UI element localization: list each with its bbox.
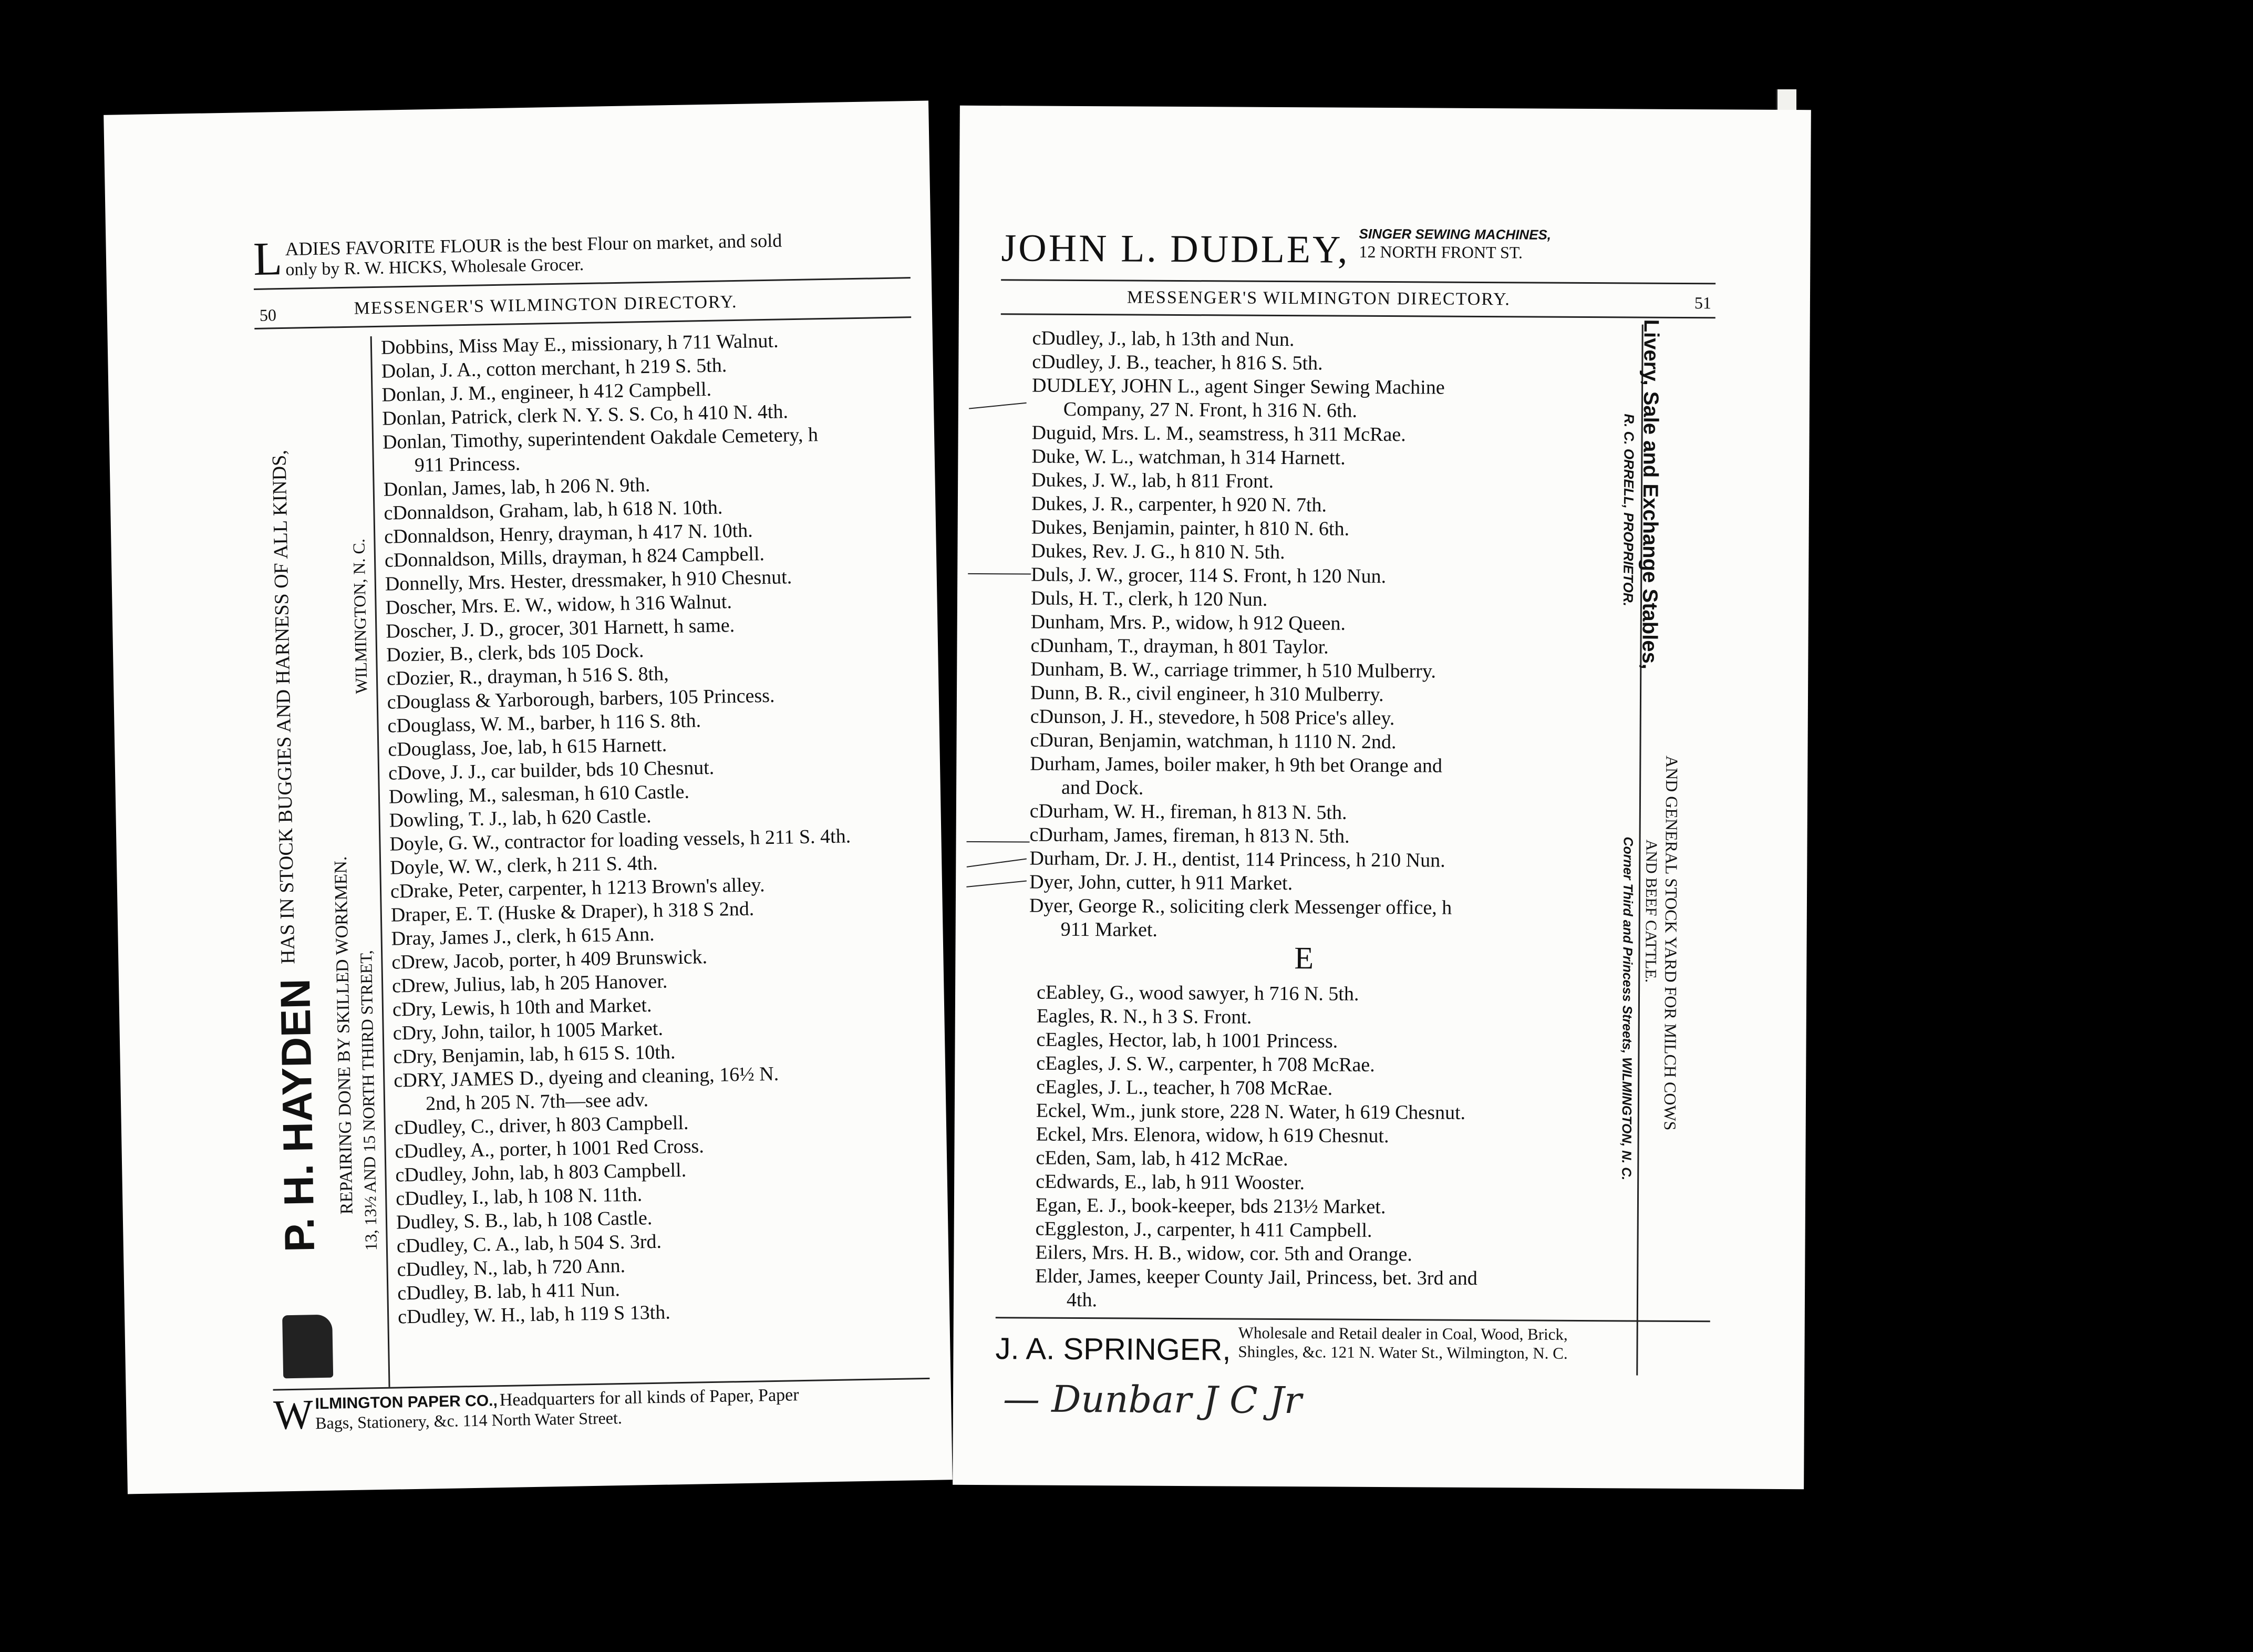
left-bottom-ad-line2: Bags, Stationery, &c. 114 North Water Street. [315,1408,623,1433]
margin-mark-dudley [969,402,1027,409]
carriage-icon [282,1315,333,1379]
directory-entry: Dozier, B., clerk, bds 105 Dock. [386,639,644,666]
directory-entry: cDuran, Benjamin, watchman, h 1110 N. 2nd. [1030,729,1397,753]
directory-entry: cDonnaldson, Graham, lab, h 618 N. 10th. [384,496,723,524]
directory-entry: Doscher, J. D., grocer, 301 Harnett, h same. [386,614,735,643]
directory-entry: 911 Princess. [414,452,521,477]
directory-entry: cDudley, C. A., lab, h 504 S. 3rd. [396,1230,662,1257]
directory-entry: cEagles, J. S. W., carpenter, h 708 McRae. [1036,1052,1375,1076]
directory-entry: Doyle, G. W., contractor for loading vessels, h 211 S. 4th. [389,825,851,855]
directory-entry: cEabley, G., wood sawyer, h 716 N. 5th. [1036,981,1359,1005]
directory-entry: Dukes, J. W., lab, h 811 Front. [1031,469,1274,492]
directory-entry: Dobbins, Miss May E., missionary, h 711 Walnut. [380,329,779,359]
margin-mark-dyer-2 [966,880,1027,887]
left-bottom-ad-initial: W [273,1391,314,1439]
directory-entry: Donlan, Patrick, clerk N. Y. S. S. Co, h 410 N. 4th. [382,400,789,430]
left-top-rule [254,277,911,290]
left-side-ad-3 [356,950,381,1251]
directory-entry: Dowling, M., salesman, h 610 Castle. [388,780,690,808]
directory-entry: cEagles, Hector, lab, h 1001 Princess. [1036,1028,1338,1052]
directory-entry: cDozier, R., drayman, h 516 S. 8th, [386,663,669,690]
left-bottom-ad [273,1383,936,1437]
right-page [953,106,1811,1489]
hayden-line4: WILMINGTON, N. C. [349,538,371,694]
margin-mark-duls [968,573,1031,575]
directory-entry: Eckel, Mrs. Elenora, widow, h 619 Chesnut. [1036,1123,1389,1148]
left-entries [381,327,934,1329]
directory-entry: Duguid, Mrs. L. M., seamstress, h 311 McRae. [1031,421,1406,446]
directory-entry: Eilers, Mrs. H. B., widow, cor. 5th and Orange. [1035,1241,1412,1266]
directory-entry: cDurham, James, fireman, h 813 N. 5th. [1029,823,1350,848]
directory-entry: cDudley, A., porter, h 1001 Red Cross. [395,1135,705,1163]
margin-mark-dyer-1 [967,858,1027,867]
left-side-ad-4 [349,539,371,694]
directory-entry: cDudley, J., lab, h 13th and Nun. [1032,327,1295,351]
right-running-head: MESSENGER'S WILMINGTON DIRECTORY. [1126,287,1511,309]
directory-entry: cDrake, Peter, carpenter, h 1213 Brown's alley. [390,874,765,903]
orrell-stock-yard: AND GENERAL STOCK YARD FOR MILCH COWS [1660,755,1682,1131]
right-page-number: 51 [1694,293,1712,313]
right-entries-d [1029,327,1652,945]
directory-entry: cDurham, W. H., fireman, h 813 N. 5th. [1029,800,1347,824]
directory-entry: Duls, H. T., clerk, h 120 Nun. [1030,587,1268,611]
directory-entry: cDunson, J. H., stevedore, h 508 Price's alley. [1030,705,1395,730]
directory-entry: cDudley, B. lab, h 411 Nun. [397,1278,621,1305]
left-bottom-ad-name: ILMINGTON PAPER CO., [315,1392,498,1413]
directory-entry: Donlan, J. M., engineer, h 412 Campbell. [381,378,712,406]
directory-entry: cDouglass, Joe, lab, h 615 Harnett. [388,734,667,761]
right-top-rule [1001,279,1715,284]
left-top-ad [253,227,910,285]
directory-entry: cDudley, J. B., teacher, h 816 S. 5th. [1032,350,1323,375]
directory-entry: cDunham, T., drayman, h 801 Taylor. [1030,634,1329,658]
directory-entry: DUDLEY, JOHN L., agent Singer Sewing Machine [1031,374,1445,399]
springer-name: J. A. SPRINGER, [995,1331,1231,1367]
orrell-line1 [1637,319,1662,669]
directory-entry: cDry, John, tailor, h 1005 Market. [392,1017,664,1045]
directory-entry: 4th. [1066,1288,1098,1312]
dudley-line2: 12 NORTH FRONT ST. [1359,242,1523,262]
directory-entry: cDudley, N., lab, h 720 Ann. [397,1254,626,1281]
directory-entry: Company, 27 N. Front, h 316 N. 6th. [1063,398,1358,422]
directory-entry: cDrew, Jacob, porter, h 409 Brunswick. [391,946,708,974]
left-top-ad-line2: only by R. W. HICKS, Wholesale Grocer. [285,254,584,280]
directory-entry: cDouglass & Yarborough, barbers, 105 Princess. [387,684,775,714]
directory-entry: cEggleston, J., carpenter, h 411 Campbell. [1035,1217,1372,1242]
springer-line1: Wholesale and Retail dealer in Coal, Wood, Brick, [1238,1323,1568,1344]
orrell-address: Corner Third and Princess Streets, WILMINGTON, N. C. [1619,837,1636,1181]
directory-entry: Eagles, R. N., h 3 S. Front. [1036,1005,1252,1028]
left-top-ad-initial: L [253,233,283,285]
directory-entry: cDry, Lewis, h 10th and Market. [392,994,652,1021]
directory-entry: Duke, W. L., watchman, h 314 Harnett. [1031,445,1346,469]
right-bottom-ad [995,1322,1720,1370]
directory-entry: Donnelly, Mrs. Hester, dressmaker, h 910 Chesnut. [385,566,792,595]
orrell-line5 [1618,837,1635,1180]
directory-entry: cDRY, JAMES D., dyeing and cleaning, 16½ N. [394,1062,779,1092]
directory-entry: Egan, E. J., book-keeper, bds 213½ Market. [1035,1194,1386,1219]
hayden-line3: 13, 13½ AND 15 NORTH THIRD STREET, [356,950,381,1251]
directory-entry: cEagles, J. L., teacher, h 708 McRae. [1036,1076,1333,1100]
directory-entry: Duls, J. W., grocer, 114 S. Front, h 120 Nun. [1031,563,1387,588]
margin-mark-durham [967,841,1030,843]
hayden-line1: HAS IN STOCK BUGGIES AND HARNESS OF ALL KINDS, [268,449,299,965]
directory-entry: cDudley, W. H., lab, h 119 S 13th. [397,1301,671,1328]
directory-entry: Durham, Dr. J. H., dentist, 114 Princess, h 210 Nun. [1029,847,1445,872]
left-bottom-ad-line1: Headquarters for all kinds of Paper, Paper [499,1385,799,1410]
dudley-name: JOHN L. DUDLEY, [1001,226,1350,272]
directory-entry: cDonnaldson, Mills, drayman, h 824 Campbell. [384,543,765,572]
left-top-ad-line1: ADIES FAVORITE FLOUR is the best Flour on market, and sold [285,230,782,260]
directory-entry: Dunham, B. W., carriage trimmer, h 510 Mulberry. [1030,658,1436,683]
left-side-ad-2 [331,856,357,1214]
directory-entry: cDry, Benjamin, lab, h 615 S. 10th. [393,1041,676,1068]
directory-entry: Dukes, J. R., carpenter, h 920 N. 7th. [1031,492,1327,517]
directory-entry: Donlan, James, lab, h 206 N. 9th. [383,473,650,501]
left-head-rule [254,316,911,329]
directory-entry: Dyer, John, cutter, h 911 Market. [1029,871,1293,895]
directory-entry: Doyle, W. W., clerk, h 211 S. 4th. [389,852,658,879]
directory-entry: cDudley, I., lab, h 108 N. 11th. [395,1183,643,1210]
directory-entry: cDonnaldson, Henry, drayman, h 417 N. 10th. [384,519,753,548]
directory-entry: cDove, J. J., car builder, bds 10 Chesnut. [388,756,715,784]
left-running-head: MESSENGER'S WILMINGTON DIRECTORY. [354,292,738,318]
directory-entry: cDudley, C., driver, h 803 Campbell. [394,1111,689,1139]
hayden-name: P. H. HAYDEN [271,978,324,1253]
handwritten-annotation: — Dunbar J C Jr [1003,1377,1302,1422]
directory-entry: Elder, James, keeper County Jail, Princess, bet. 3rd and [1035,1265,1477,1289]
directory-entry: Dunham, Mrs. P., widow, h 912 Queen. [1030,611,1346,635]
orrell-stables-title: Livery, Sale and Exchange Stables, [1638,319,1663,669]
directory-entry: Dukes, Rev. J. G., h 810 N. 5th. [1031,540,1285,564]
directory-entry: Dolan, J. A., cotton merchant, h 219 S. 5th. [381,354,727,383]
directory-entry: Durham, James, boiler maker, h 9th bet Orange and [1030,752,1443,777]
right-top-ad [1001,224,1726,274]
section-letter-e: E [1294,941,1314,976]
right-bottom-rule [996,1317,1710,1322]
directory-entry: Dunn, B. R., civil engineer, h 310 Mulberry. [1030,682,1384,706]
directory-entry: Dukes, Benjamin, painter, h 810 N. 6th. [1031,516,1350,540]
orrell-beef-cattle: AND BEEF CATTLE. [1642,839,1660,983]
directory-entry: 2nd, h 205 N. 7th—see adv. [425,1089,649,1115]
directory-entry: Donlan, Timothy, superintendent Oakdale Cemetery, h [382,424,819,453]
orrell-line2 [1620,414,1637,606]
directory-entry: Dowling, T. J., lab, h 620 Castle. [389,804,652,832]
left-side-ad [260,316,324,1252]
directory-entry: cDudley, John, lab, h 803 Campbell. [395,1159,687,1186]
right-head-rule [1001,313,1715,318]
directory-entry: Draper, E. T. (Huske & Draper), h 318 S 2nd. [390,897,755,926]
directory-entry: cEdwards, E., lab, h 911 Wooster. [1036,1170,1305,1194]
dudley-line1: SINGER SEWING MACHINES, [1359,225,1552,243]
right-entries-e [1035,981,1651,1315]
left-page-number: 50 [259,305,277,325]
directory-entry: Dray, James J., clerk, h 615 Ann. [391,923,655,950]
directory-entry: Dudley, S. B., lab, h 108 Castle. [396,1207,653,1234]
directory-entry: Doscher, Mrs. E. W., widow, h 316 Walnut. [385,591,732,619]
left-page [104,100,953,1494]
directory-entry: cEden, Sam, lab, h 412 McRae. [1036,1147,1288,1171]
directory-entry: 911 Market. [1060,918,1158,941]
orrell-line3 [1660,756,1682,1131]
hayden-line2: REPAIRING DONE BY SKILLED WORKMEN. [330,856,357,1215]
directory-entry: Eckel, Wm., junk store, 228 N. Water, h 619 Chesnut. [1036,1099,1466,1124]
directory-entry: and Dock. [1061,776,1144,799]
directory-entry: cDrew, Julius, lab, h 205 Hanover. [391,970,668,997]
springer-line2: Shingles, &c. 121 N. Water St., Wilmington, N. C. [1238,1342,1568,1362]
orrell-line4 [1641,840,1660,983]
directory-entry: Dyer, George R., soliciting clerk Messenger office, h [1029,894,1452,919]
orrell-proprietor: R. C. ORRELL, PROPRIETOR. [1620,414,1637,606]
directory-entry: cDouglass, W. M., barber, h 116 S. 8th. [387,709,701,737]
